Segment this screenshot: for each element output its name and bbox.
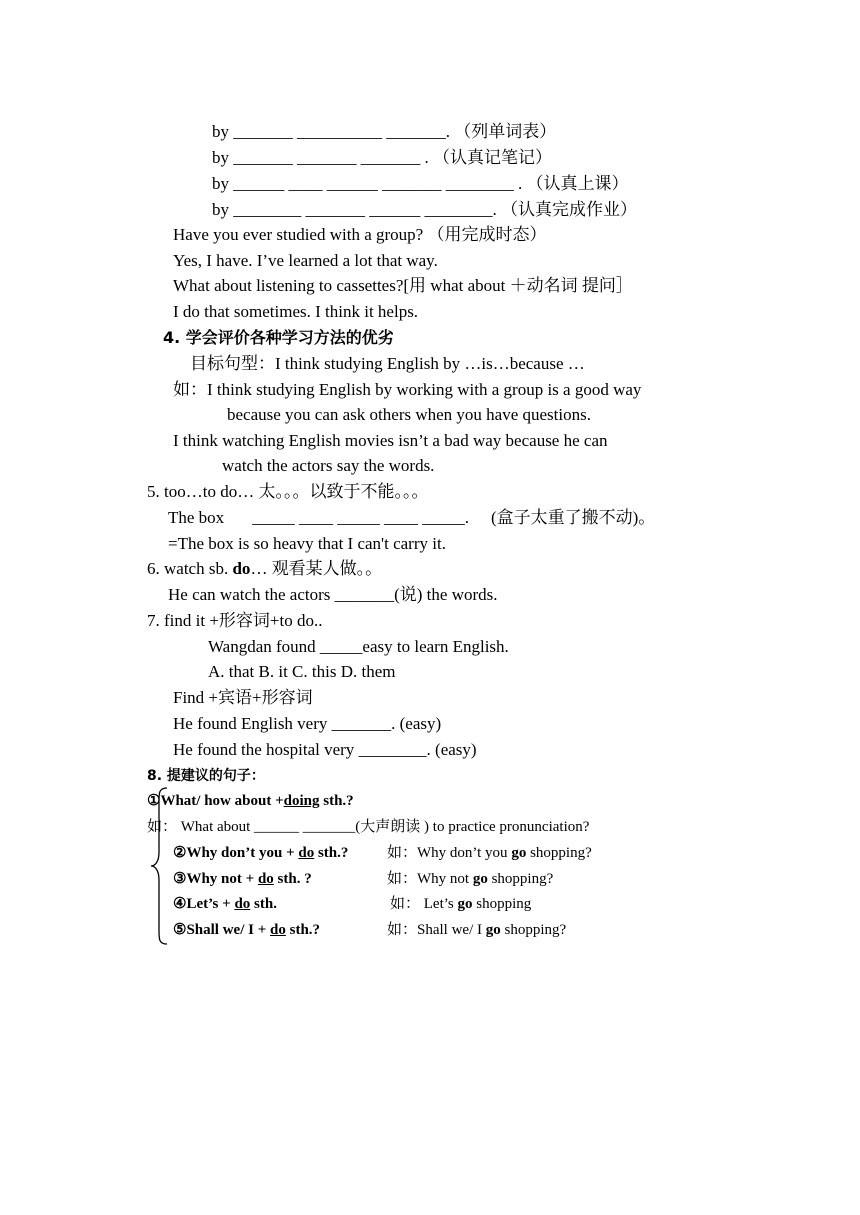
suggestion-4: ④Let’s + do sth. bbox=[173, 896, 277, 912]
section-7-question: Wangdan found _____easy to learn English. bbox=[208, 637, 509, 656]
dialog-a2: I do that sometimes. I think it helps. bbox=[173, 302, 419, 321]
section-5-line-1: The box _____ ____ _____ ____ _____. (盒子太重了搬不动)。 bbox=[168, 508, 656, 527]
section-7-title: 7. find it +形容词+to do.. bbox=[147, 611, 323, 630]
suggestion-4-example: 如： Let’s go shopping bbox=[390, 896, 532, 912]
section-5-line-2: =The box is so heavy that I can't carry it. bbox=[168, 534, 446, 553]
section-4-heading: 4. 学会评价各种学习方法的优劣 bbox=[163, 328, 394, 347]
by-line-4: by ________ _______ ______ ________. （认真完成作业） bbox=[212, 200, 637, 219]
section-4-example-2-cont: watch the actors say the words. bbox=[222, 456, 435, 475]
dialog-a1: Yes, I have. I’ve learned a lot that way. bbox=[173, 251, 438, 270]
section-4-example-1-cont: because you can ask others when you have questions. bbox=[227, 405, 591, 424]
suggestion-2: ②Why don’t you + do sth.? bbox=[173, 845, 349, 861]
by-line-2: by _______ _______ _______ . （认真记笔记） bbox=[212, 148, 552, 167]
suggestion-5-example: 如：Shall we/ I go shopping? bbox=[387, 922, 567, 938]
section-7-sentence-2: He found the hospital very ________. (easy) bbox=[173, 740, 477, 759]
section-7-pattern-2: Find +宾语+形容词 bbox=[173, 688, 313, 707]
dialog-q2: What about listening to cassettes?[用 what about ＋动名词 提问］ bbox=[173, 276, 633, 295]
section-7-options: A. that B. it C. this D. them bbox=[208, 662, 396, 681]
dialog-q1: Have you ever studied with a group? （用完成时态） bbox=[173, 225, 547, 244]
suggestion-1-example: 如： What about ______ _______(大声朗读 ) to practice pronunciation? bbox=[147, 819, 590, 835]
section-6-line-1: He can watch the actors _______(说) the words. bbox=[168, 585, 498, 604]
section-4-example-1: 如：I think studying English by working with a group is a good way bbox=[173, 380, 642, 399]
section-7-sentence-1: He found English very _______. (easy) bbox=[173, 714, 442, 733]
suggestion-2-example: 如：Why don’t you go shopping? bbox=[387, 845, 592, 861]
section-4-example-2: I think watching English movies isn’t a bad way because he can bbox=[173, 431, 608, 450]
suggestion-1: ①What/ how about +doing sth.? bbox=[147, 793, 354, 809]
section-4-pattern: 目标句型：I think studying English by …is…because … bbox=[190, 354, 585, 373]
suggestion-3: ③Why not + do sth. ? bbox=[173, 871, 312, 887]
by-line-3: by ______ ____ ______ _______ ________ . （认真上课） bbox=[212, 174, 629, 193]
by-line-1: by _______ __________ _______. （列单词表） bbox=[212, 122, 557, 141]
section-8-heading: 8. 提建议的句子： bbox=[147, 768, 265, 784]
section-5-title: 5. too…to do… 太。。。以致于不能。。。 bbox=[147, 482, 429, 501]
suggestion-3-example: 如：Why not go shopping? bbox=[387, 871, 554, 887]
suggestion-5: ⑤Shall we/ I + do sth.? bbox=[173, 922, 321, 938]
section-6-title: 6. watch sb. do… 观看某人做。。 bbox=[147, 559, 383, 578]
